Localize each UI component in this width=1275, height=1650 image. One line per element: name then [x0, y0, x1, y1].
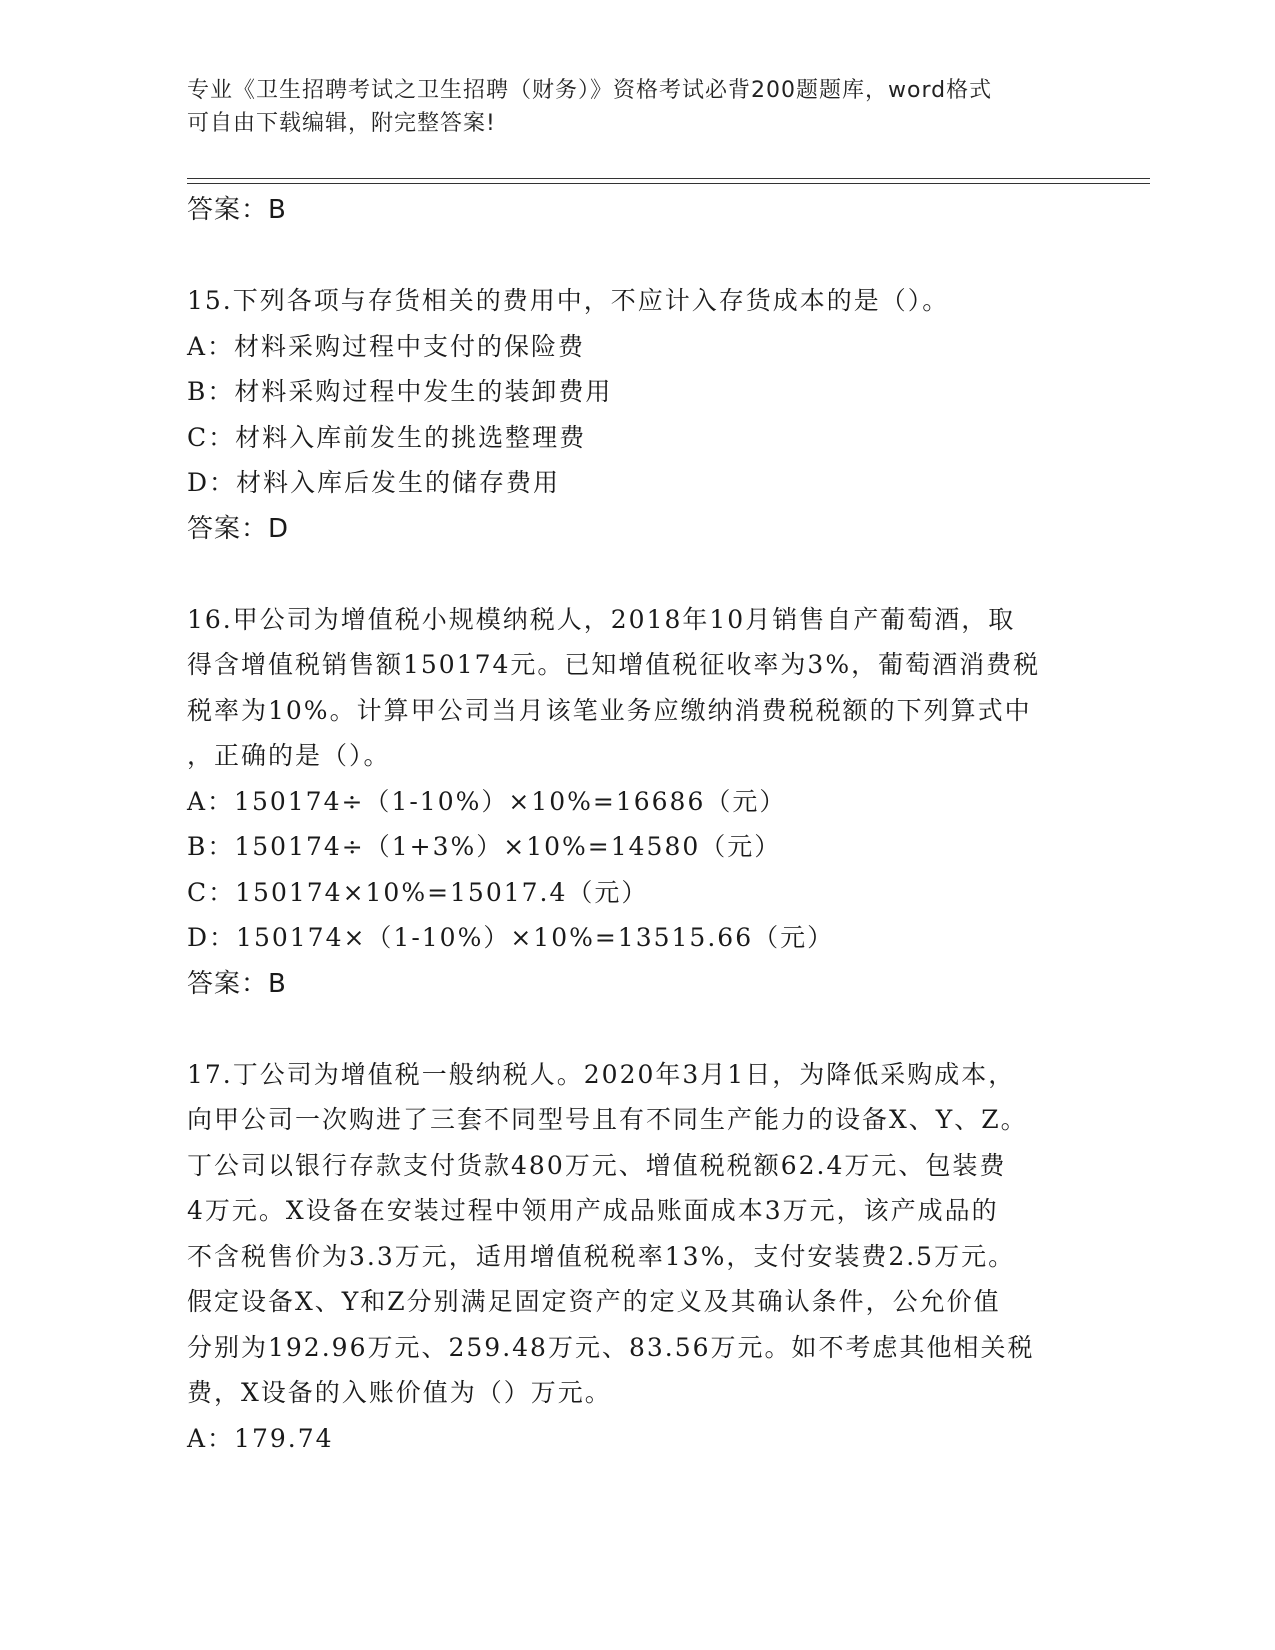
option-b: B：150174÷（1+3%）×10%=14580（元） — [187, 832, 782, 861]
question-stem-line: 17.丁公司为增值税一般纳税人。2020年3月1日，为降低采购成本， — [187, 1059, 1016, 1089]
question-17 — [187, 1052, 1097, 1462]
question-stem-line: 分别为192.96万元、259.48万元、83.56万元。如不考虑其他相关税 — [187, 1332, 1035, 1362]
document-body — [187, 187, 1097, 1461]
answer-line: 答案：B — [187, 968, 287, 999]
question-stem-line: 费，X设备的入账价值为（）万元。 — [187, 1378, 612, 1407]
question-16 — [187, 597, 1097, 1007]
question-stem-line: ，正确的是（）。 — [187, 741, 391, 770]
question-stem-line: 向甲公司一次购进了三套不同型号且有不同生产能力的设备X、Y、Z。 — [187, 1105, 1028, 1134]
option-a: A：179.74 — [187, 1423, 334, 1453]
answer-line: 答案：B — [187, 195, 287, 225]
answer-line: 答案：D — [187, 513, 290, 544]
option-c: C：材料入库前发生的挑选整理费 — [187, 422, 587, 452]
question-stem-line: 税率为10%。计算甲公司当月该笔业务应缴纳消费税税额的下列算式中 — [187, 695, 1032, 725]
header-divider-bottom — [187, 183, 1150, 184]
option-b: B：材料采购过程中发生的装卸费用 — [187, 377, 613, 406]
header-line-1: 专业《卫生招聘考试之卫生招聘（财务）》资格考试必背200题题库，word格式 — [187, 78, 993, 103]
document-header — [187, 74, 1087, 140]
option-a: A：材料采购过程中支付的保险费 — [187, 331, 586, 361]
header-line-2: 可自由下载编辑，附完整答案! — [187, 111, 496, 136]
option-d: D：材料入库后发生的储存费用 — [187, 468, 561, 497]
option-c: C：150174×10%=15017.4（元） — [187, 877, 649, 907]
question-stem-line: 得含增值税销售额150174元。已知增值税征收率为3%，葡萄酒消费税 — [187, 650, 1041, 679]
question-15 — [187, 278, 1097, 552]
question-stem: 15.下列各项与存货相关的费用中，不应计入存货成本的是（）。 — [187, 286, 950, 315]
option-a: A：150174÷（1-10%）×10%=16686（元） — [187, 786, 787, 816]
header-divider-top — [187, 178, 1150, 179]
question-stem-line: 丁公司以银行存款支付货款480万元、增值税税额62.4万元、包装费 — [187, 1150, 1007, 1180]
question-stem-line: 不含税售价为3.3万元，适用增值税税率13%，支付安装费2.5万元。 — [187, 1241, 1016, 1271]
option-d: D：150174×（1-10%）×10%=13515.66（元） — [187, 923, 835, 952]
question-stem-line: 16.甲公司为增值税小规模纳税人，2018年10月销售自产葡萄酒，取 — [187, 604, 1016, 634]
question-stem-line: 假定设备X、Y和Z分别满足固定资产的定义及其确认条件，公允价值 — [187, 1287, 1001, 1316]
question-stem-line: 4万元。X设备在安装过程中领用产成品账面成本3万元，该产成品的 — [187, 1196, 999, 1225]
